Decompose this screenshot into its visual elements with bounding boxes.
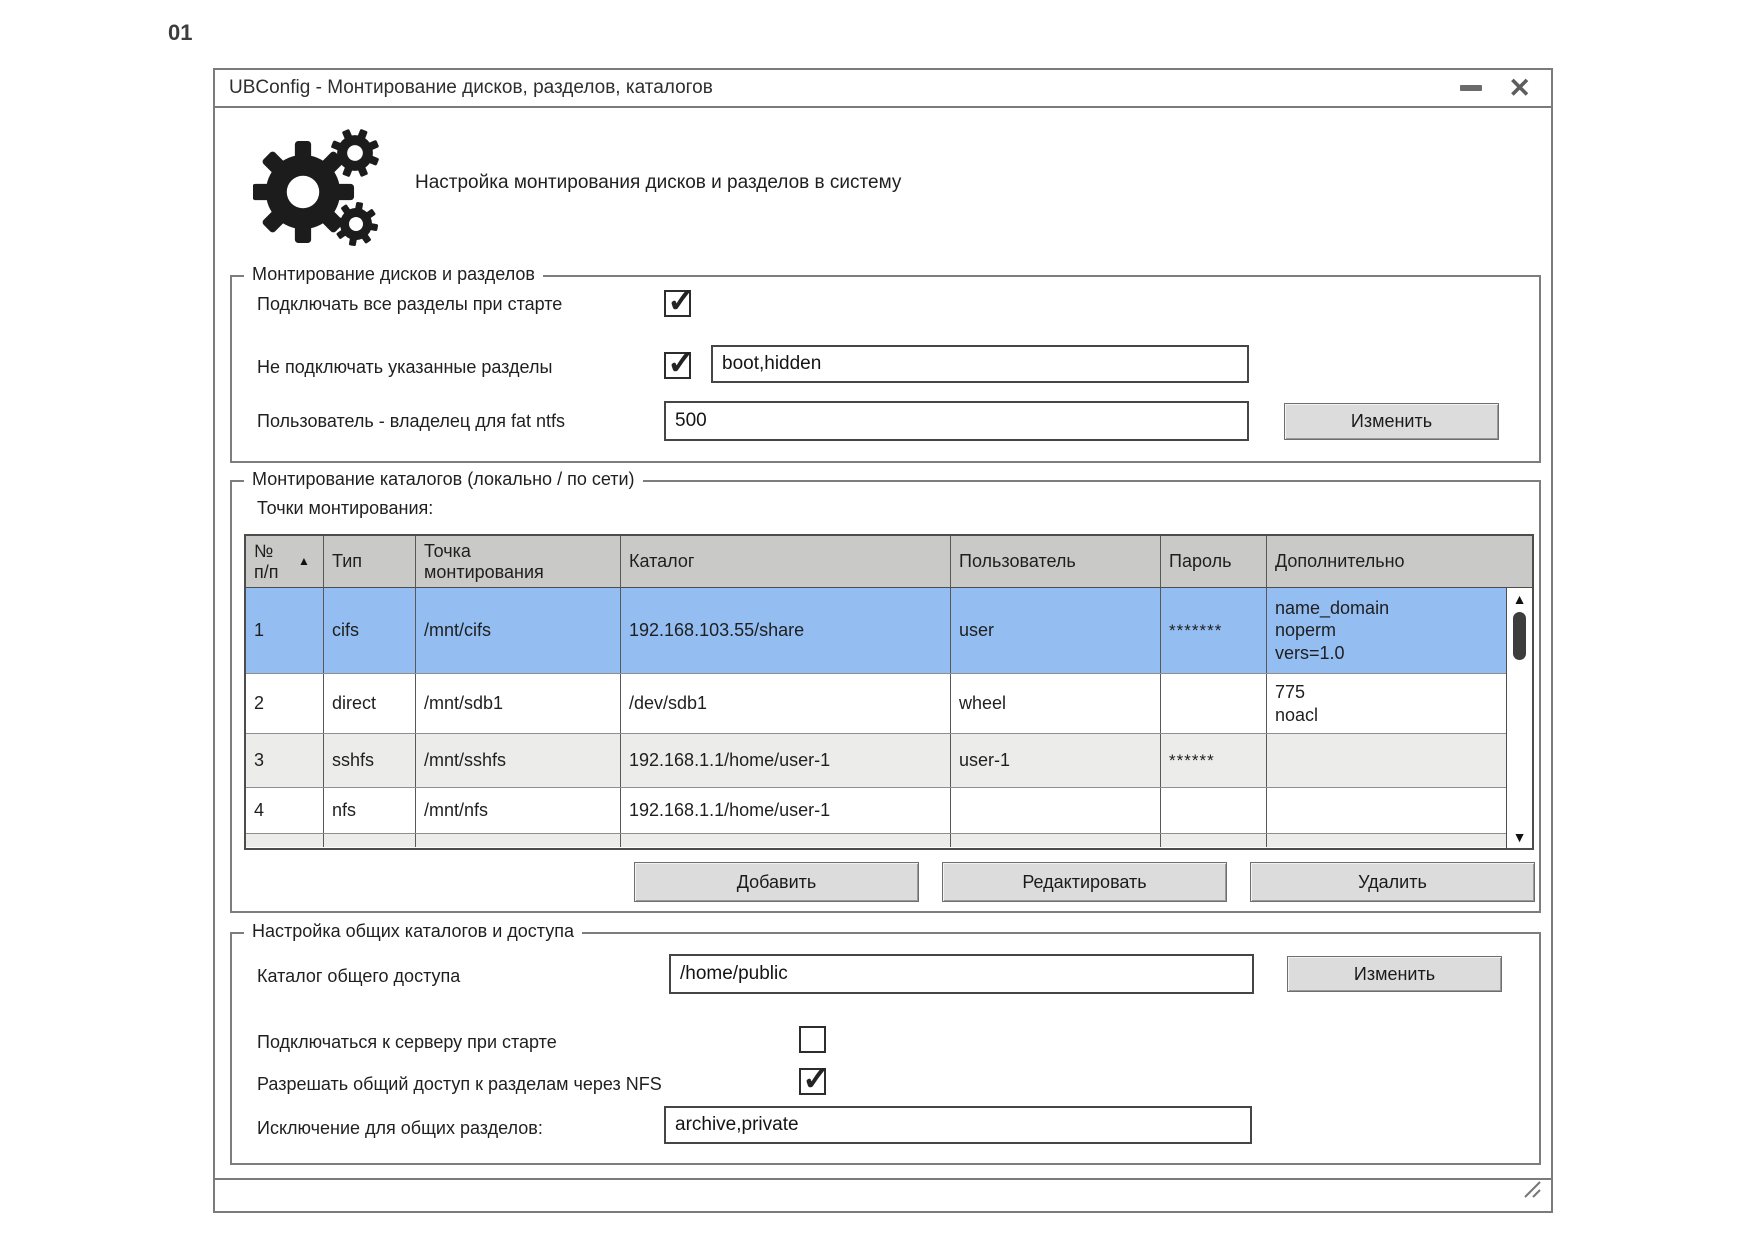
excluded-partitions-input[interactable] [711,345,1249,383]
cell-user: user-1 [951,734,1161,787]
group-disk-legend: Монтирование дисков и разделов [244,264,543,285]
sort-asc-icon: ▲ [298,553,310,568]
extra-line: noperm [1275,620,1337,641]
cell-empty [951,834,1161,847]
cell-num: 3 [246,734,324,787]
cell-empty [246,834,324,847]
extra-line: vers=1.0 [1275,642,1345,663]
share-dir-label: Каталог общего доступа [257,966,461,986]
header-extra[interactable]: Дополнительно [1275,551,1405,572]
cell-extra [1267,788,1532,833]
cell-password: ******* [1161,588,1267,673]
header-directory[interactable]: Каталог [621,536,951,587]
header-mount-point-label: Точка монтирования [424,541,544,582]
table-row[interactable] [246,788,1532,834]
cell-mount-point: /mnt/cifs [416,588,621,673]
owner-label: Пользователь - владелец для fat ntfs [257,411,565,431]
cell-directory: 192.168.1.1/home/user-1 [621,734,951,787]
group-directory-mounting [230,469,1541,913]
cell-password [1161,788,1267,833]
scroll-up-icon[interactable]: ▲ [1512,591,1527,607]
edit-button[interactable]: Редактировать [942,862,1227,902]
close-button[interactable]: ✕ [1508,72,1531,103]
cell-password: ****** [1161,734,1267,787]
cell-empty [621,834,951,847]
app-window [213,68,1553,1213]
cell-extra [1267,588,1532,673]
cell-type: direct [324,674,416,733]
gears-icon [253,126,383,248]
mount-points-table [244,534,1534,850]
group-shared-legend: Настройка общих каталогов и доступа [244,921,582,942]
mount-points-label: Точки монтирования: [257,498,434,518]
group-shared-folders [230,921,1541,1165]
cell-extra [1267,734,1532,787]
add-button[interactable]: Добавить [634,862,919,902]
cell-type: cifs [324,588,416,673]
app-subtitle: Настройка монтирования дисков и разделов в систему [415,172,902,193]
cell-password [1161,674,1267,733]
cell-empty [1267,834,1532,847]
header-mount-point[interactable] [416,536,621,587]
mount-all-checkbox[interactable] [664,290,691,317]
titlebar [215,70,1551,108]
statusbar [215,1178,1551,1211]
cell-mount-point: /mnt/sshfs [416,734,621,787]
group-mounts-legend: Монтирование каталогов (локально / по сети) [244,469,643,490]
cell-extra [1267,674,1532,733]
connect-on-start-label: Подключаться к серверу при старте [257,1032,557,1052]
cell-user: user [951,588,1161,673]
share-exclusions-input[interactable] [664,1106,1252,1144]
cell-mount-point: /mnt/nfs [416,788,621,833]
header-type[interactable]: Тип [324,536,416,587]
scrollbar-thumb[interactable] [1513,612,1526,660]
resize-grip-icon[interactable] [1521,1178,1543,1205]
table-row[interactable] [246,674,1532,734]
nfs-share-checkbox[interactable] [799,1068,826,1095]
cell-empty [416,834,621,847]
extra-line: name_domain [1275,597,1390,618]
cell-user [951,788,1161,833]
nfs-share-label: Разрешать общий доступ к разделам через NFS [257,1074,662,1094]
minimize-button[interactable] [1456,73,1486,103]
cell-directory: /dev/sdb1 [621,674,951,733]
header-password[interactable]: Пароль [1161,536,1267,587]
cell-empty [1161,834,1267,847]
table-row[interactable] [246,734,1532,788]
scroll-down-icon[interactable]: ▼ [1512,829,1527,845]
cell-mount-point: /mnt/sdb1 [416,674,621,733]
figure-label: 01 [168,20,193,45]
change-share-dir-button[interactable]: Изменить [1287,956,1502,992]
extra-line: 775 [1275,682,1306,702]
change-owner-button[interactable]: Изменить [1284,403,1499,440]
table-header-row [246,536,1532,588]
extra-line: noacl [1275,704,1319,725]
cell-user: wheel [951,674,1161,733]
cell-empty [324,834,416,847]
table-row[interactable] [246,588,1532,674]
connect-on-start-checkbox[interactable] [799,1026,826,1053]
delete-button[interactable]: Удалить [1250,862,1535,902]
cell-directory: 192.168.103.55/share [621,588,951,673]
cell-type: nfs [324,788,416,833]
owner-input[interactable] [664,401,1249,441]
mount-all-label: Подключать все разделы при старте [257,294,563,314]
group-disk-mounting [230,264,1541,463]
table-row-partial [246,834,1532,847]
exclude-partitions-label: Не подключать указанные разделы [257,357,553,377]
cell-num: 1 [246,588,324,673]
window-title: UBConfig - Монтирование дисков, разделов, каталогов [229,77,713,98]
cell-type: sshfs [324,734,416,787]
table-scrollbar[interactable] [1506,588,1532,848]
exclude-partitions-checkbox[interactable] [664,352,691,379]
header-num[interactable] [246,536,324,587]
header-user[interactable]: Пользователь [951,536,1161,587]
cell-num: 4 [246,788,324,833]
share-exclusions-label: Исключение для общих разделов: [257,1118,543,1138]
minimize-icon [1460,85,1482,91]
cell-directory: 192.168.1.1/home/user-1 [621,788,951,833]
cell-num: 2 [246,674,324,733]
header-num-label: № п/п [254,541,279,582]
share-dir-input[interactable] [669,954,1254,994]
